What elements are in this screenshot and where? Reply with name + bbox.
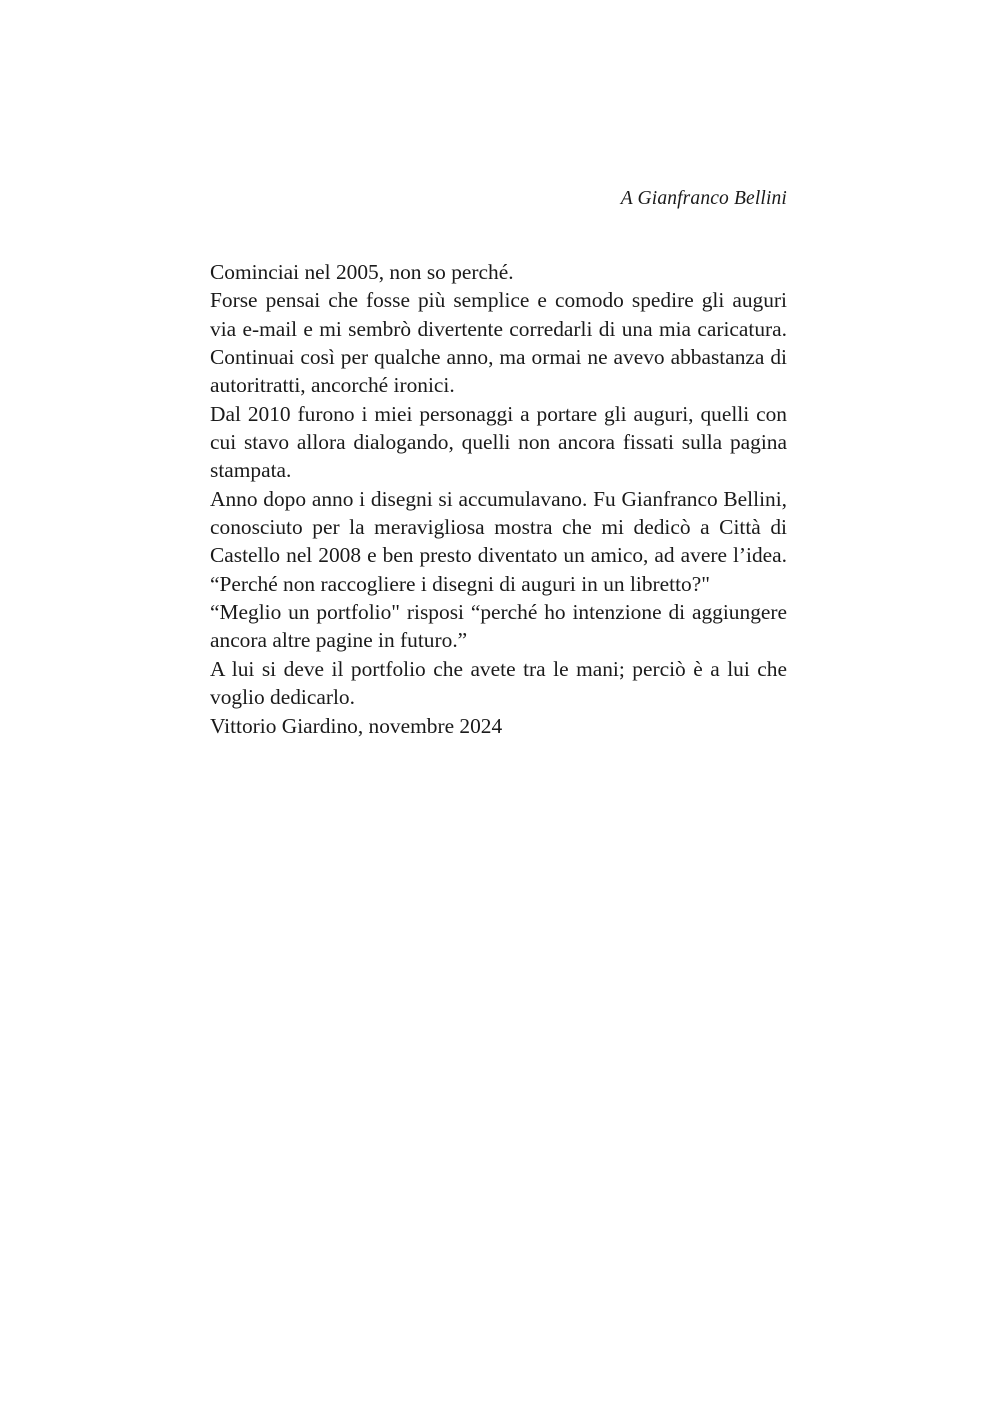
paragraph: Dal 2010 furono i miei personaggi a portare gli auguri, quelli con cui stavo allora dialogando, quelli non ancora fissati sulla pagina stampata. bbox=[210, 401, 787, 483]
body-text-block bbox=[210, 258, 787, 740]
paragraph: Vittorio Giardino, novembre 2024 bbox=[210, 713, 503, 738]
paragraph: Forse pensai che fosse più semplice e comodo spedire gli auguri via e-mail e mi sembrò divertente corredarli di una mia caricatura. Continuai così per qualche anno, ma ormai ne avevo abbastanza di autoritratti, ancorché ironici. bbox=[210, 288, 787, 398]
dedication-line: A Gianfranco Bellini bbox=[620, 188, 787, 209]
paragraph: “Meglio un portfolio" risposi “perché ho intenzione di aggiungere ancora altre pagine in futuro.” bbox=[210, 600, 787, 653]
paragraph: Anno dopo anno i disegni si accumulavano. Fu Gianfranco Bellini, conosciuto per la meravigliosa mostra che mi dedicò a Città di Castello nel 2008 e ben presto diventato un amico, ad avere l’idea. “Perché non raccogliere i disegni di auguri in un libretto?" bbox=[210, 486, 787, 596]
paragraph: Cominciai nel 2005, non so perché. bbox=[210, 260, 514, 284]
paragraph: A lui si deve il portfolio che avete tra le mani; perciò è a lui che voglio dedicarlo. bbox=[210, 656, 787, 710]
